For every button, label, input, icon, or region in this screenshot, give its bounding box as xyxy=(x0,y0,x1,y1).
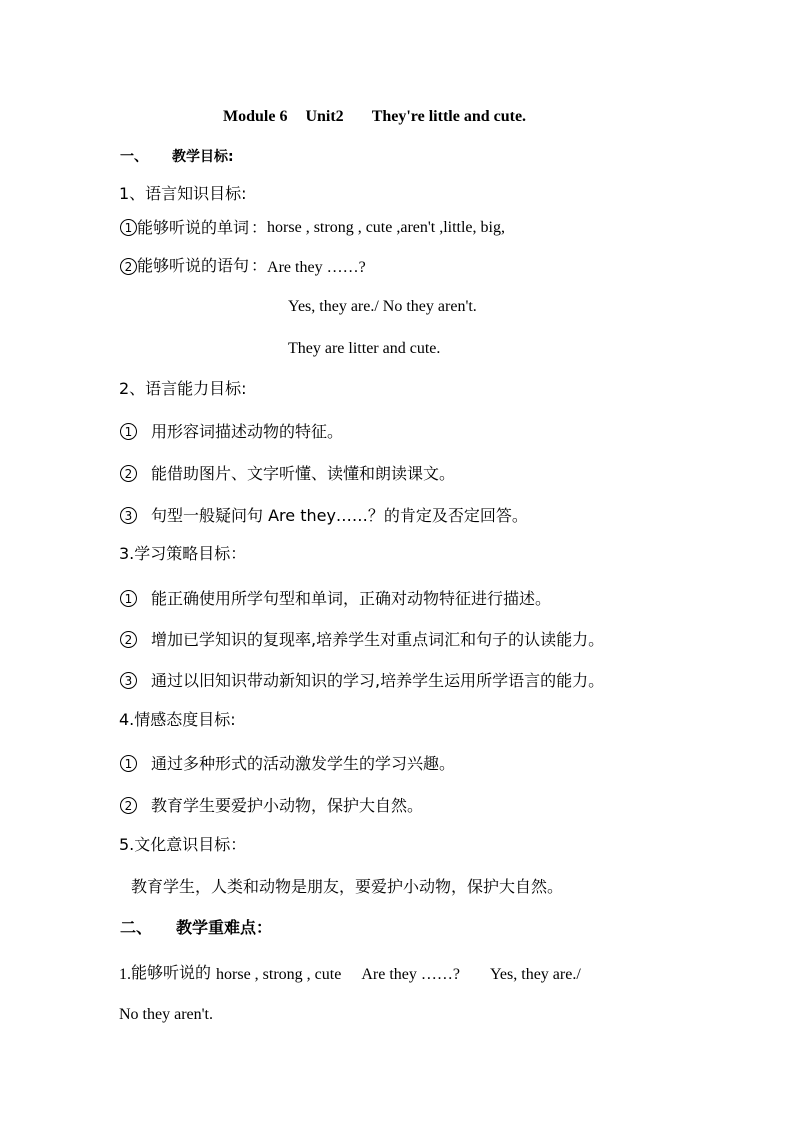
circled-number-3: 3 xyxy=(120,507,137,524)
keypoint-prefix: 1. xyxy=(119,966,131,983)
item-text: 能借助图片、文字听懂、读懂和朗读课文。 xyxy=(151,463,456,483)
lang-ability-item-2 xyxy=(120,465,455,482)
sentence-pattern: Are they ……? xyxy=(267,259,366,276)
item-text: 能正确使用所学句型和单词，正确对动物特征进行描述。 xyxy=(151,588,552,608)
circled-number-3: 3 xyxy=(120,672,137,689)
keypoint-answer: Yes, they are./ xyxy=(489,966,581,983)
circled-number-2: 2 xyxy=(120,465,137,482)
keypoint-words: horse , strong , cute xyxy=(216,966,342,983)
strategy-heading: 3.学习策略目标： xyxy=(119,544,247,563)
sentence-answer: Yes, they are./ No they aren't. xyxy=(288,298,477,315)
keypoint-line xyxy=(119,963,581,983)
section-1-label: 教学目标: xyxy=(172,149,234,165)
circled-number-1: 1 xyxy=(120,219,137,236)
circled-number-2: 2 xyxy=(120,631,137,648)
section-2-num: 二、 xyxy=(120,918,153,937)
item-text: 句型一般疑问句 Are they……？的肯定及否定回答。 xyxy=(151,505,528,525)
lang-knowledge-item-1 xyxy=(120,219,505,236)
section-1-heading xyxy=(120,150,234,164)
circled-number-1: 1 xyxy=(120,755,137,772)
lang-ability-heading: 2、语言能力目标: xyxy=(119,379,247,398)
lang-ability-item-1 xyxy=(120,423,343,440)
item-colon: ： xyxy=(251,256,268,275)
emotion-heading: 4.情感态度目标: xyxy=(119,710,236,729)
strategy-item-1 xyxy=(120,590,551,607)
culture-text: 教育学生，人类和动物是朋友，要爱护小动物，保护大自然。 xyxy=(131,877,564,896)
circled-number-1: 1 xyxy=(120,423,137,440)
culture-heading: 5.文化意识目标： xyxy=(119,835,247,854)
item-text: 增加已学知识的复现率,培养学生对重点词汇和句子的认读能力。 xyxy=(151,629,605,649)
emotion-item-2 xyxy=(120,797,423,814)
section-1-num: 一、 xyxy=(120,149,148,165)
keypoint-label: 能够听说的 xyxy=(131,963,212,982)
item-text: 通过多种形式的活动激发学生的学习兴趣。 xyxy=(151,753,456,773)
keypoint-line-2: No they aren't. xyxy=(119,1006,213,1023)
item-label: 能够听说的单词 xyxy=(137,217,250,237)
vocabulary-words: horse , strong , cute ,aren't ,little, big, xyxy=(267,218,505,236)
strategy-item-2 xyxy=(120,631,604,648)
circled-number-2: 2 xyxy=(120,797,137,814)
strategy-item-3 xyxy=(120,672,604,689)
title-unit: Unit2 xyxy=(305,108,344,125)
lang-knowledge-heading: 1、语言知识目标: xyxy=(119,184,247,203)
lang-knowledge-item-2 xyxy=(120,256,366,276)
item-text: 教育学生要爱护小动物，保护大自然。 xyxy=(151,795,424,815)
document-title xyxy=(223,109,526,125)
section-2-label: 教学重难点： xyxy=(176,918,273,937)
title-module: Module 6 xyxy=(223,108,288,125)
circled-number-1: 1 xyxy=(120,590,137,607)
emotion-item-1 xyxy=(120,755,455,772)
sentence-example: They are litter and cute. xyxy=(288,340,441,357)
title-name: They're little and cute. xyxy=(371,108,527,125)
item-text: 通过以旧知识带动新知识的学习,培养学生运用所学语言的能力。 xyxy=(151,670,605,690)
item-text: 用形容词描述动物的特征。 xyxy=(151,421,344,441)
section-2-heading xyxy=(120,920,272,936)
circled-number-2: 2 xyxy=(120,258,137,275)
lang-ability-item-3 xyxy=(120,507,528,524)
keypoint-question: Are they ……? xyxy=(361,966,460,983)
item-label: 能够听说的语句 xyxy=(137,256,250,275)
item-colon: ： xyxy=(251,217,268,237)
